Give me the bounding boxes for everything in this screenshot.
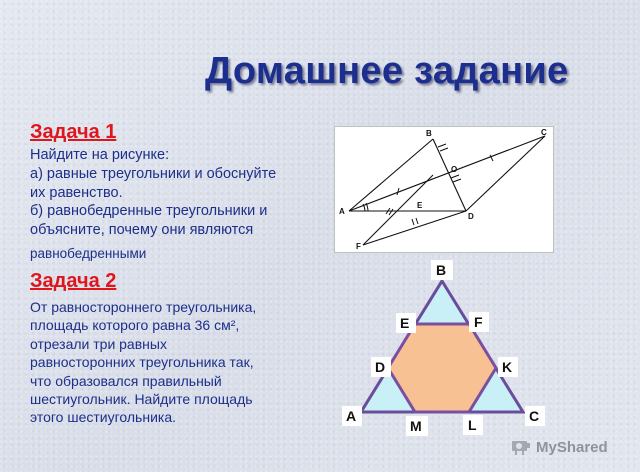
segment-bd xyxy=(433,139,466,211)
label-d: D xyxy=(375,359,386,375)
task2-line: отрезали три равных xyxy=(30,335,167,352)
label-box-f xyxy=(469,312,489,332)
segment-fd xyxy=(363,211,466,245)
label-box-b xyxy=(431,260,453,280)
watermark xyxy=(511,436,621,458)
label-box-c xyxy=(525,406,545,426)
geometry-figure-2 xyxy=(334,258,554,438)
watermark-text: MyShared xyxy=(536,438,608,456)
label-k: K xyxy=(502,359,513,375)
label-a: A xyxy=(339,207,345,216)
projector-icon xyxy=(511,438,531,456)
task2-line: что образовался правильный xyxy=(30,372,222,389)
segment-ac xyxy=(349,136,545,211)
label-box-m xyxy=(406,416,428,436)
task2-line: площадь которого равна 36 см², xyxy=(30,317,240,334)
task1-line: их равенство. xyxy=(30,184,123,201)
label-f: F xyxy=(356,242,361,251)
label-box-l xyxy=(463,415,483,435)
label-box-e xyxy=(396,313,416,333)
label-box-d xyxy=(371,357,391,377)
label-f: F xyxy=(474,314,483,330)
segment-fe xyxy=(363,175,433,245)
label-e: E xyxy=(417,201,423,210)
task1-line: Найдите на рисунке: xyxy=(30,147,170,163)
task1-heading: Задача 1 xyxy=(30,121,117,143)
label-b: B xyxy=(436,262,447,278)
label-a: A xyxy=(346,408,357,424)
label-box-a xyxy=(342,406,362,426)
task1-line: объясните, почему они являются xyxy=(30,222,254,239)
label-m: M xyxy=(410,418,422,434)
label-l: L xyxy=(468,417,477,433)
segment-dc xyxy=(466,136,545,211)
label-b: B xyxy=(426,129,432,138)
figure2-svg xyxy=(334,258,554,438)
label-d: D xyxy=(468,212,474,221)
label-c: C xyxy=(541,128,547,137)
page-title: Домашнее задание xyxy=(205,50,569,92)
task1-line: а) равные треугольники и обоснуйте xyxy=(30,165,277,182)
task2-line: равносторонних треугольника так, xyxy=(30,354,254,371)
label-e: E xyxy=(400,315,410,331)
label-c: C xyxy=(529,408,540,424)
label-o: O xyxy=(451,165,458,174)
task2-line: шестиугольник. Найдите площадь xyxy=(30,391,253,408)
task1-text xyxy=(30,146,276,264)
task1-line: б) равнобедренные треугольники и xyxy=(30,203,268,220)
task2-line: От равностороннего треугольника, xyxy=(30,299,257,315)
figure1-svg xyxy=(335,127,553,252)
task2-line: этого шестиугольника. xyxy=(30,409,177,426)
geometry-figure-1 xyxy=(334,126,554,253)
task2-text xyxy=(30,298,256,427)
task1-line: равнобедренными xyxy=(30,245,147,261)
task2-heading: Задача 2 xyxy=(30,270,117,292)
label-box-k xyxy=(498,357,518,377)
